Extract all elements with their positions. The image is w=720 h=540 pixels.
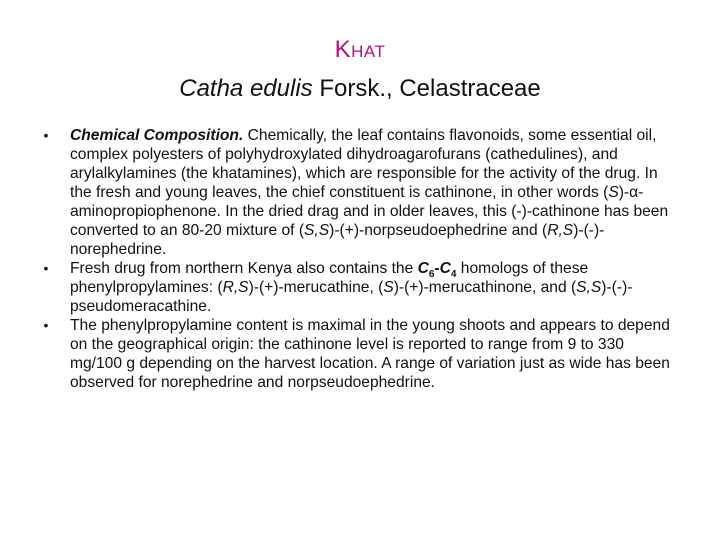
formula-c: C (417, 260, 429, 277)
bullet-item-chemical-composition (36, 126, 676, 259)
bullet-icon: • (43, 260, 49, 276)
stereo-label: R,S (547, 222, 574, 239)
formula-sub: 6 (428, 269, 435, 281)
species-name: Catha edulis (179, 75, 313, 102)
formula-sub: 4 (450, 269, 457, 281)
slide-title (0, 36, 720, 64)
subtitle-rest: Forsk., Celastraceae (312, 75, 541, 102)
bullet-icon: • (43, 127, 49, 143)
bullet-text: The phenylpropylamine content is maximal in the young shoots and appears to depend on the geographical origin: the cathinone level is reported to range from 9 to 330 mg/100 g depending on the harvest location. A range of variation just as wide has been observed for norephedrine and norpseudoephedrine. (70, 317, 670, 391)
bullet-text: )-(-)-norephedrine. (70, 222, 605, 258)
bullet-icon: • (43, 317, 49, 333)
formula-dash: - (434, 260, 440, 277)
slide-subtitle (0, 74, 720, 104)
formula-c: C (439, 260, 451, 277)
bullet-item-phenylpropylamine-content (36, 316, 676, 392)
bullet-item-kenya-homologs (36, 259, 676, 316)
bullet-text: )-(-)-pseudomeracathine. (70, 279, 633, 315)
bullet-text: Chemically, the leaf contains flavonoids, some essential oil, complex polyesters of polyhydroxylated dihydroagarofurans (cathedulines), and arylalkylamines (the khatamines), which are responsible for the activity of the drug. In the fresh and young leaves, the chief constituent is cathinone, in other words ( (70, 127, 658, 201)
stereo-label: S (608, 184, 619, 201)
bullet-text: Fresh drug from northern Kenya also contains the (70, 260, 418, 277)
stereo-label: S (383, 279, 394, 296)
bullet-list (36, 126, 676, 392)
stereo-label: S,S (576, 279, 602, 296)
bullet-text: homologs of these phenylpropylamines: ( (70, 260, 589, 296)
bullet-lead: Chemical Composition. (70, 127, 244, 144)
bullet-text: )-(+)-norpseudoephedrine and ( (329, 222, 548, 239)
bullet-text: )-(+)-merucathinone, and ( (393, 279, 577, 296)
stereo-label: R,S (222, 279, 249, 296)
bullet-text: )-(+)-merucathine, ( (248, 279, 384, 296)
title-text: Khat (334, 36, 386, 63)
stereo-label: S,S (304, 222, 330, 239)
bullet-text: )-α-aminopropiophenone. In the dried drag and in older leaves, this (-)-cathinone has been converted to an 80-20 mixture of ( (70, 184, 669, 239)
